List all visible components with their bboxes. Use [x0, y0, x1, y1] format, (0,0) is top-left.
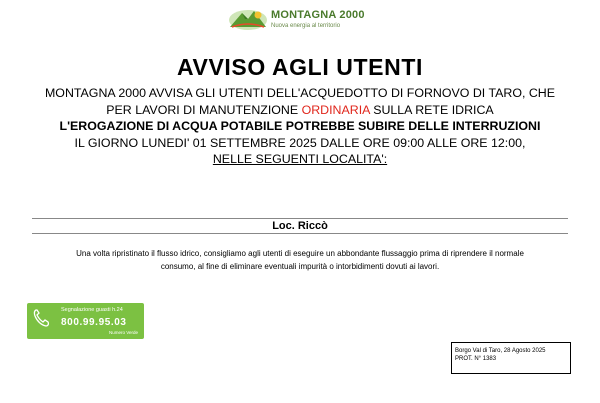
- logo-tagline: Nuova energia al territorio: [271, 22, 341, 29]
- notice-line-5: [0, 151, 600, 168]
- advice-text: [28, 247, 572, 273]
- emergency-phone-number[interactable]: 800.99.95.03: [61, 317, 127, 328]
- location-box: Loc. Riccò: [32, 218, 568, 234]
- notice-line-4: IL GIORNO LUNEDI' 01 SETTEMBRE 2025 DALLE ORE 09:00 ALLE ORE 12:00,: [74, 135, 526, 150]
- advice-line-1: Una volta ripristinato il flusso idrico, consigliamo agli utenti di eseguire un abbondante flussaggio prima di riprendere il normale: [76, 249, 524, 258]
- notice-line-2-after: SULLA RETE IDRICA: [369, 102, 494, 117]
- localities-heading: NELLE SEGUENTI LOCALITA':: [212, 152, 388, 166]
- notice-line-2: [0, 102, 600, 119]
- advice-line-2: consumo, al fine di eliminare eventuali impurità o intorbidimenti dovuti ai lavori.: [160, 262, 440, 271]
- protocol-box: [451, 342, 571, 374]
- page-title: AVVISO AGLI UTENTI: [177, 54, 423, 80]
- place-date: Borgo Val di Taro, 28 Agosto 2025: [455, 348, 546, 354]
- emergency-number-box: [27, 303, 144, 339]
- toll-free-label: Numero Verde: [109, 330, 139, 335]
- notice-line-3: L'EROGAZIONE DI ACQUA POTABILE POTREBBE SUBIRE DELLE INTERRUZIONI: [59, 119, 541, 133]
- notice-line-2-before: PER LAVORI DI MANUTENZIONE: [106, 102, 302, 117]
- notice-text: [0, 85, 600, 168]
- maintenance-type-highlight: ORDINARIA: [301, 102, 370, 117]
- logo-name: MONTAGNA 2000: [271, 8, 365, 21]
- emergency-label: Segnalazione guasti h.24: [61, 307, 123, 313]
- company-logo: [228, 6, 378, 32]
- phone-icon: [33, 309, 49, 327]
- mountain-logo-icon: [228, 7, 268, 31]
- notice-line-1: MONTAGNA 2000 AVVISA GLI UTENTI DELL'ACQUEDOTTO DI FORNOVO DI TARO, CHE: [44, 86, 556, 100]
- protocol-number: PROT. N° 1383: [455, 356, 497, 362]
